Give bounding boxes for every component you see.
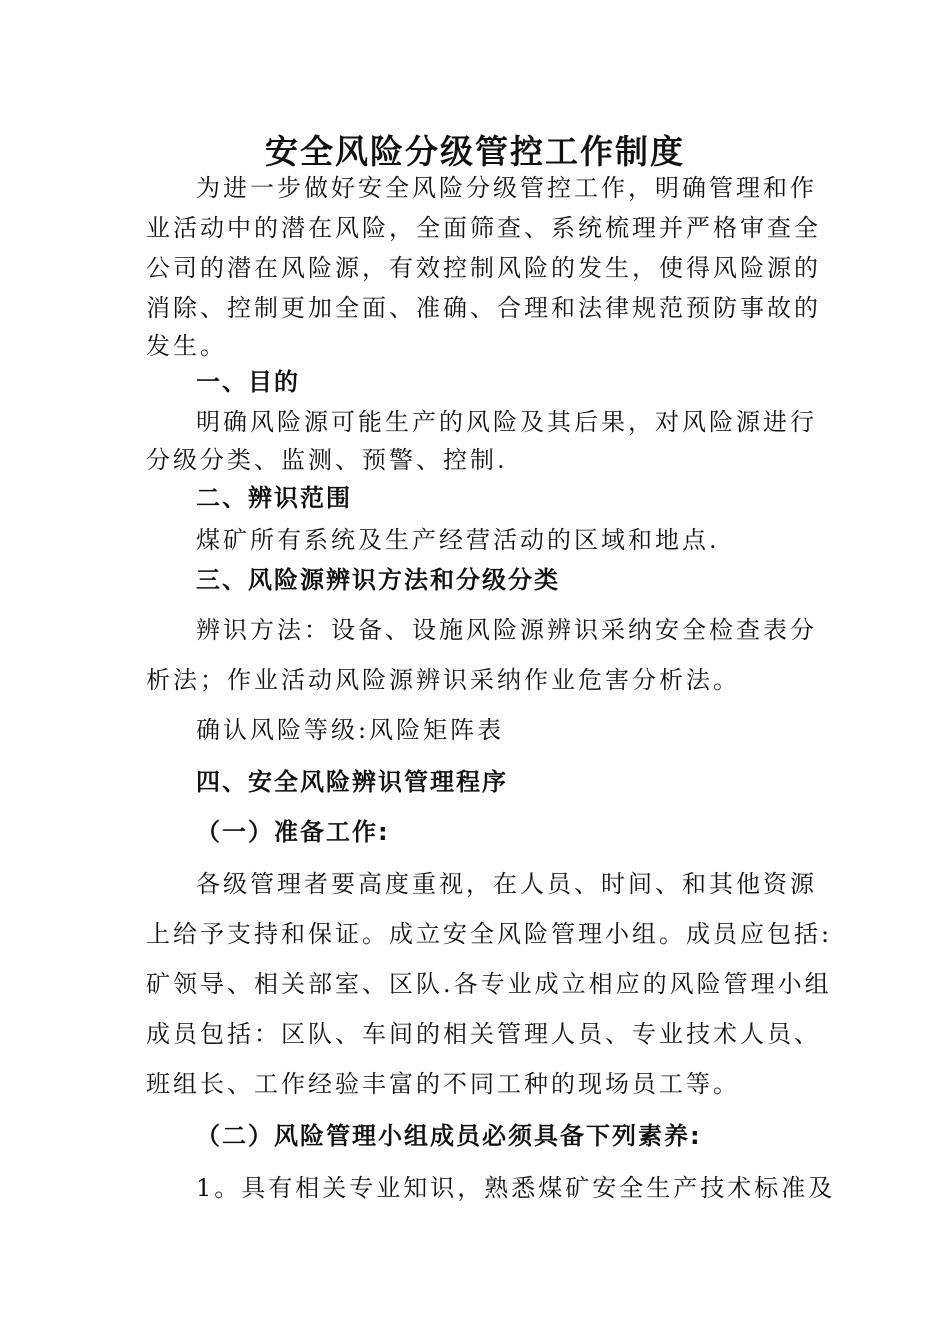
subsection-2-line-1: 1。具有相关专业知识，熟悉煤矿安全生产技术标准及 [196, 1174, 836, 1202]
subsection-2-heading: （二）风险管理小组成员必须具备下列素养: [196, 1122, 702, 1150]
section-1-line-2: 分级分类、监测、预警、控制. [146, 446, 508, 474]
section-3-line-1: 辨识方法：设备、设施风险源辨识采纳安全检查表分 [196, 616, 817, 644]
intro-line-5: 发生。 [146, 332, 227, 360]
subsection-1-line-1: 各级管理者要高度重视，在人员、时间、和其他资源 [196, 870, 817, 898]
section-1-heading: 一、目的 [196, 368, 300, 396]
subsection-1-line-4: 成员包括：区队、车间的相关管理人员、专业技术人员、 [146, 1020, 821, 1048]
document-title: 安全风险分级管控工作制度 [265, 132, 685, 171]
subsection-1-line-2: 上给予支持和保证。成立安全风险管理小组。成员应包括: [146, 920, 833, 948]
intro-line-2: 业活动中的潜在风险，全面筛查、系统梳理并严格审查全 [146, 214, 821, 242]
section-3-line-3: 确认风险等级:风险矩阵表 [196, 716, 505, 744]
section-2-heading: 二、辨识范围 [196, 484, 352, 512]
section-1-line-1: 明确风险源可能生产的风险及其后果，对风险源进行 [196, 408, 817, 436]
section-2-line-1: 煤矿所有系统及生产经营活动的区域和地点. [196, 526, 720, 554]
intro-line-1: 为进一步做好安全风险分级管控工作，明确管理和作 [196, 174, 817, 202]
subsection-1-line-3: 矿领导、相关部室、区队.各专业成立相应的风险管理小组 [146, 970, 832, 998]
section-3-heading: 三、风险源辨识方法和分级分类 [196, 566, 560, 594]
section-3-line-2: 析法；作业活动风险源辨识采纳作业危害分析法。 [146, 666, 740, 694]
subsection-1-line-5: 班组长、工作经验丰富的不同工种的现场员工等。 [146, 1070, 740, 1098]
section-4-heading: 四、安全风险辨识管理程序 [196, 768, 508, 796]
intro-line-3: 公司的潜在风险源，有效控制风险的发生，使得风险源的 [146, 254, 821, 282]
intro-line-4: 消除、控制更加全面、准确、合理和法律规范预防事故的 [146, 294, 821, 322]
subsection-1-heading: （一）准备工作: [196, 818, 390, 846]
